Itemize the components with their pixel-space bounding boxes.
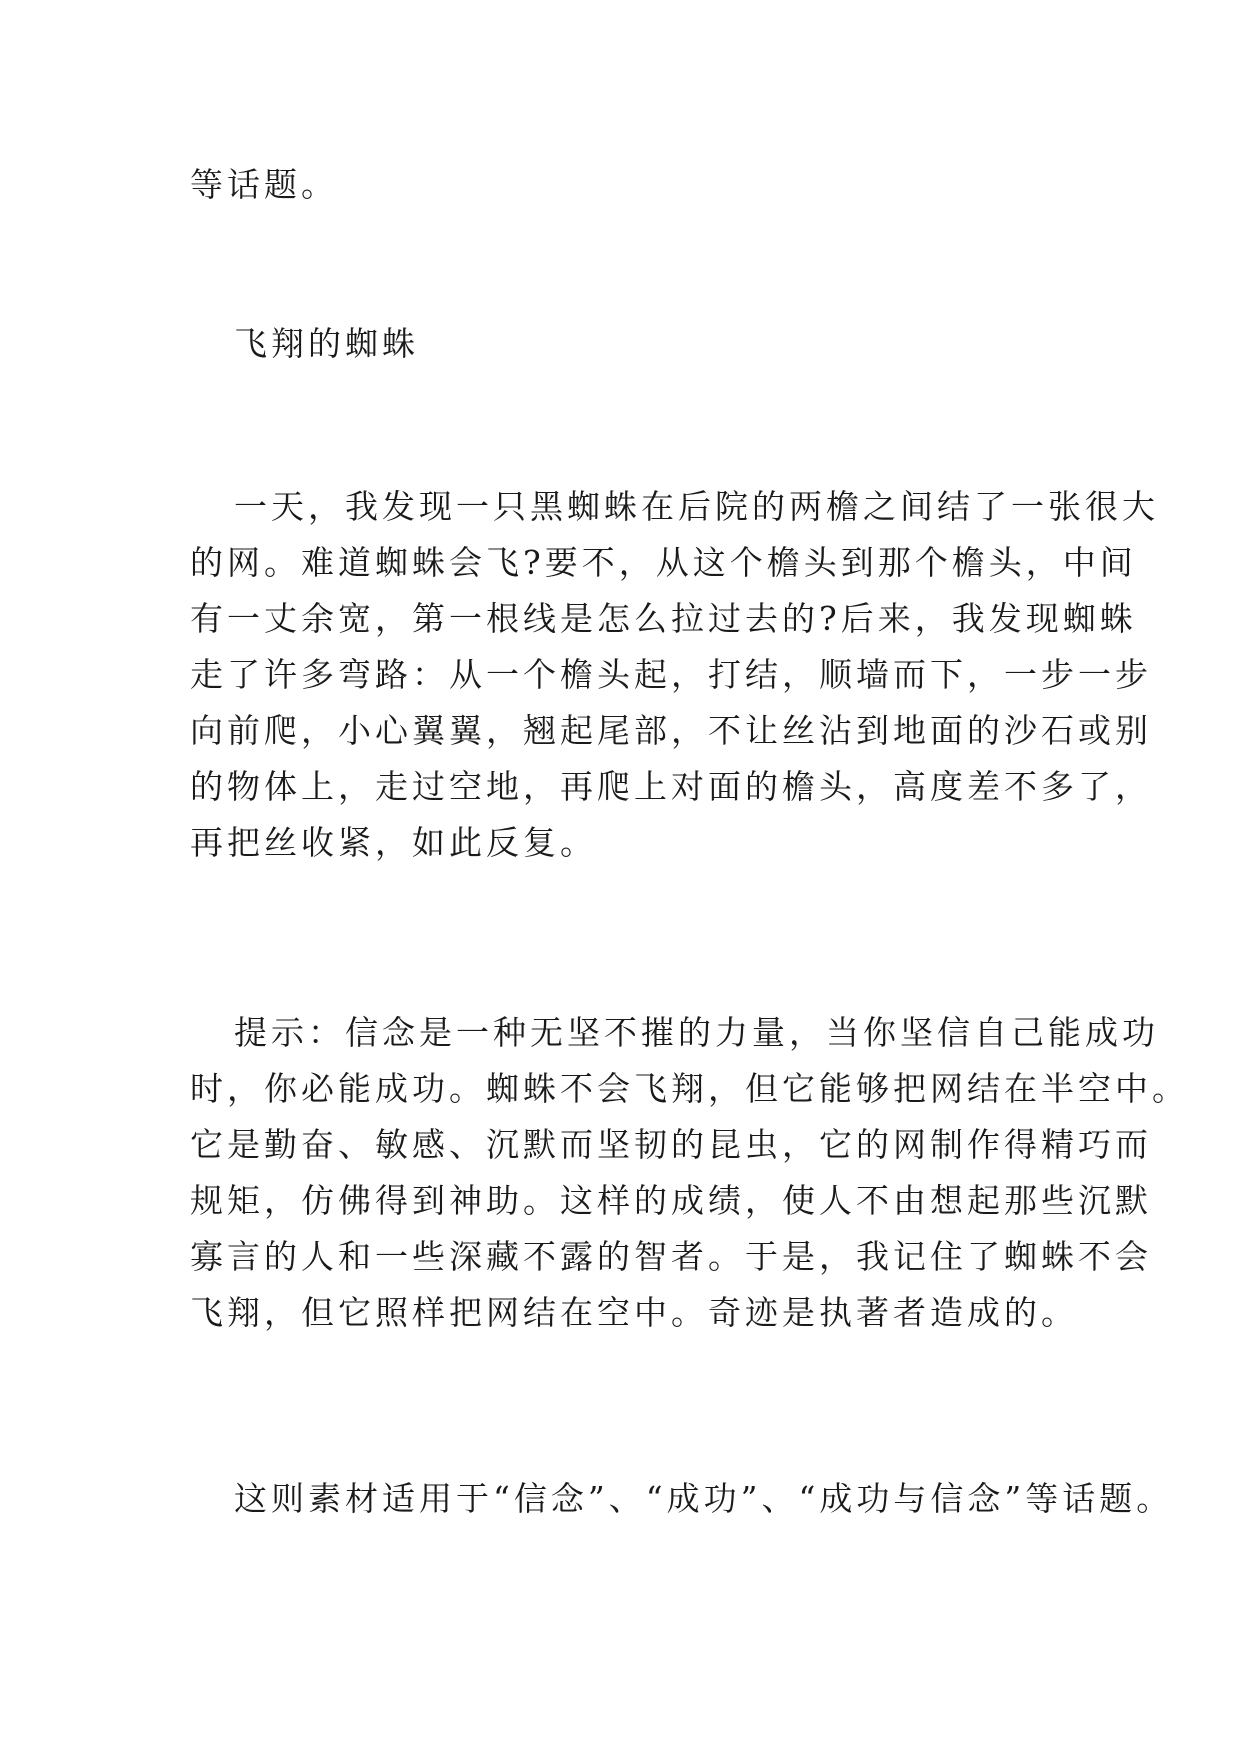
paragraph-line: 这则素材适用于“信念”、“成功”、“成功与信念”等话题。 xyxy=(234,1479,1174,1518)
paragraph-line: 的物体上，走过空地，再爬上对面的檐头，高度差不多了， xyxy=(190,767,1152,806)
paragraph-line: 再把丝收紧，如此反复。 xyxy=(190,823,597,862)
paragraph-line: 规矩，仿佛得到神助。这样的成绩，使人不由想起那些沉默 xyxy=(190,1181,1152,1220)
paragraph-line: 飞翔，但它照样把网结在空中。奇迹是执著者造成的。 xyxy=(190,1293,1078,1332)
paragraph-line: 它是勤奋、敏感、沉默而坚韧的昆虫，它的网制作得精巧而 xyxy=(190,1125,1152,1164)
paragraph-line: 的网。难道蜘蛛会飞?要不，从这个檐头到那个檐头，中间 xyxy=(190,543,1137,582)
paragraph-line: 有一丈余宽，第一根线是怎么拉过去的?后来，我发现蜘蛛 xyxy=(190,599,1137,638)
paragraph-line: 时，你必能成功。蜘蛛不会飞翔，但它能够把网结在半空中。 xyxy=(190,1069,1189,1108)
section-heading: 飞翔的蜘蛛 xyxy=(234,324,419,363)
paragraph-line: 走了许多弯路：从一个檐头起，打结，顺墙而下，一步一步 xyxy=(190,655,1152,694)
paragraph-line: 向前爬，小心翼翼，翘起尾部，不让丝沾到地面的沙石或别 xyxy=(190,711,1152,750)
paragraph-line: 等话题。 xyxy=(190,165,338,204)
paragraph-line: 提示：信念是一种无坚不摧的力量，当你坚信自己能成功 xyxy=(234,1013,1159,1052)
paragraph-line: 一天，我发现一只黑蜘蛛在后院的两檐之间结了一张很大 xyxy=(234,487,1159,526)
paragraph-line: 寡言的人和一些深藏不露的智者。于是，我记住了蜘蛛不会 xyxy=(190,1237,1152,1276)
